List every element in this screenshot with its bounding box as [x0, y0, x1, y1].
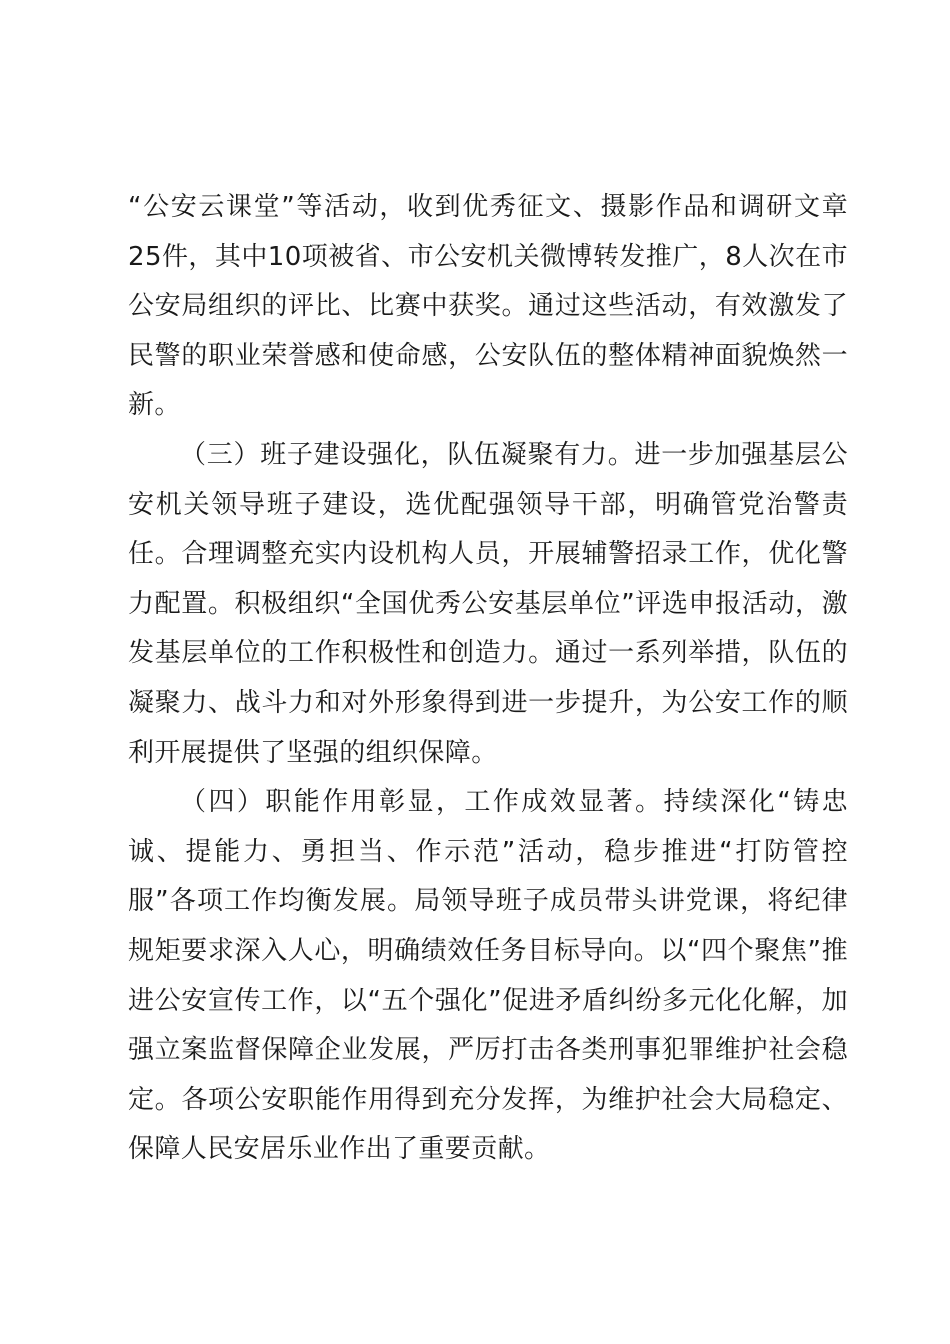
paragraph-section-three: （三）班子建设强化，队伍凝聚有力。进一步加强基层公安机关领导班子建设，选优配强领导干部，明确管党治警责任。合理调整充实内设机构人员，开展辅警招录工作，优化警力配置。积极组织“全国优秀公安基层单位”评选申报活动，激发基层单位的工作积极性和创造力。通过一系列举措，队伍的凝聚力、战斗力和对外形象得到进一步提升，为公安工作的顺利开展提供了坚强的组织保障。 [128, 439, 848, 768]
paragraph-section-four: （四）职能作用彰显，工作成效显著。持续深化“铸忠诚、提能力、勇担当、作示范”活动，稳步推进“打防管控服”各项工作均衡发展。局领导班子成员带头讲党课，将纪律规矩要求深入人心，明确绩效任务目标导向。以“四个聚焦”推进公安宣传工作，以“五个强化”促进矛盾纠纷多元化化解，加强立案监督保障企业发展，严厉打击各类刑事犯罪维护社会稳定。各项公安职能作用得到充分发挥，为维护社会大局稳定、保障人民安居乐业作出了重要贡献。 [128, 787, 848, 1165]
paragraph-continuation: “公安云课堂”等活动，收到优秀征文、摄影作品和调研文章25件，其中10项被省、市公安机关微博转发推广，8人次在市公安局组织的评比、比赛中获奖。通过这些活动，有效激发了民警的职业荣誉感和使命感，公安队伍的整体精神面貌焕然一新。 [128, 192, 848, 421]
document-body [128, 183, 848, 1175]
